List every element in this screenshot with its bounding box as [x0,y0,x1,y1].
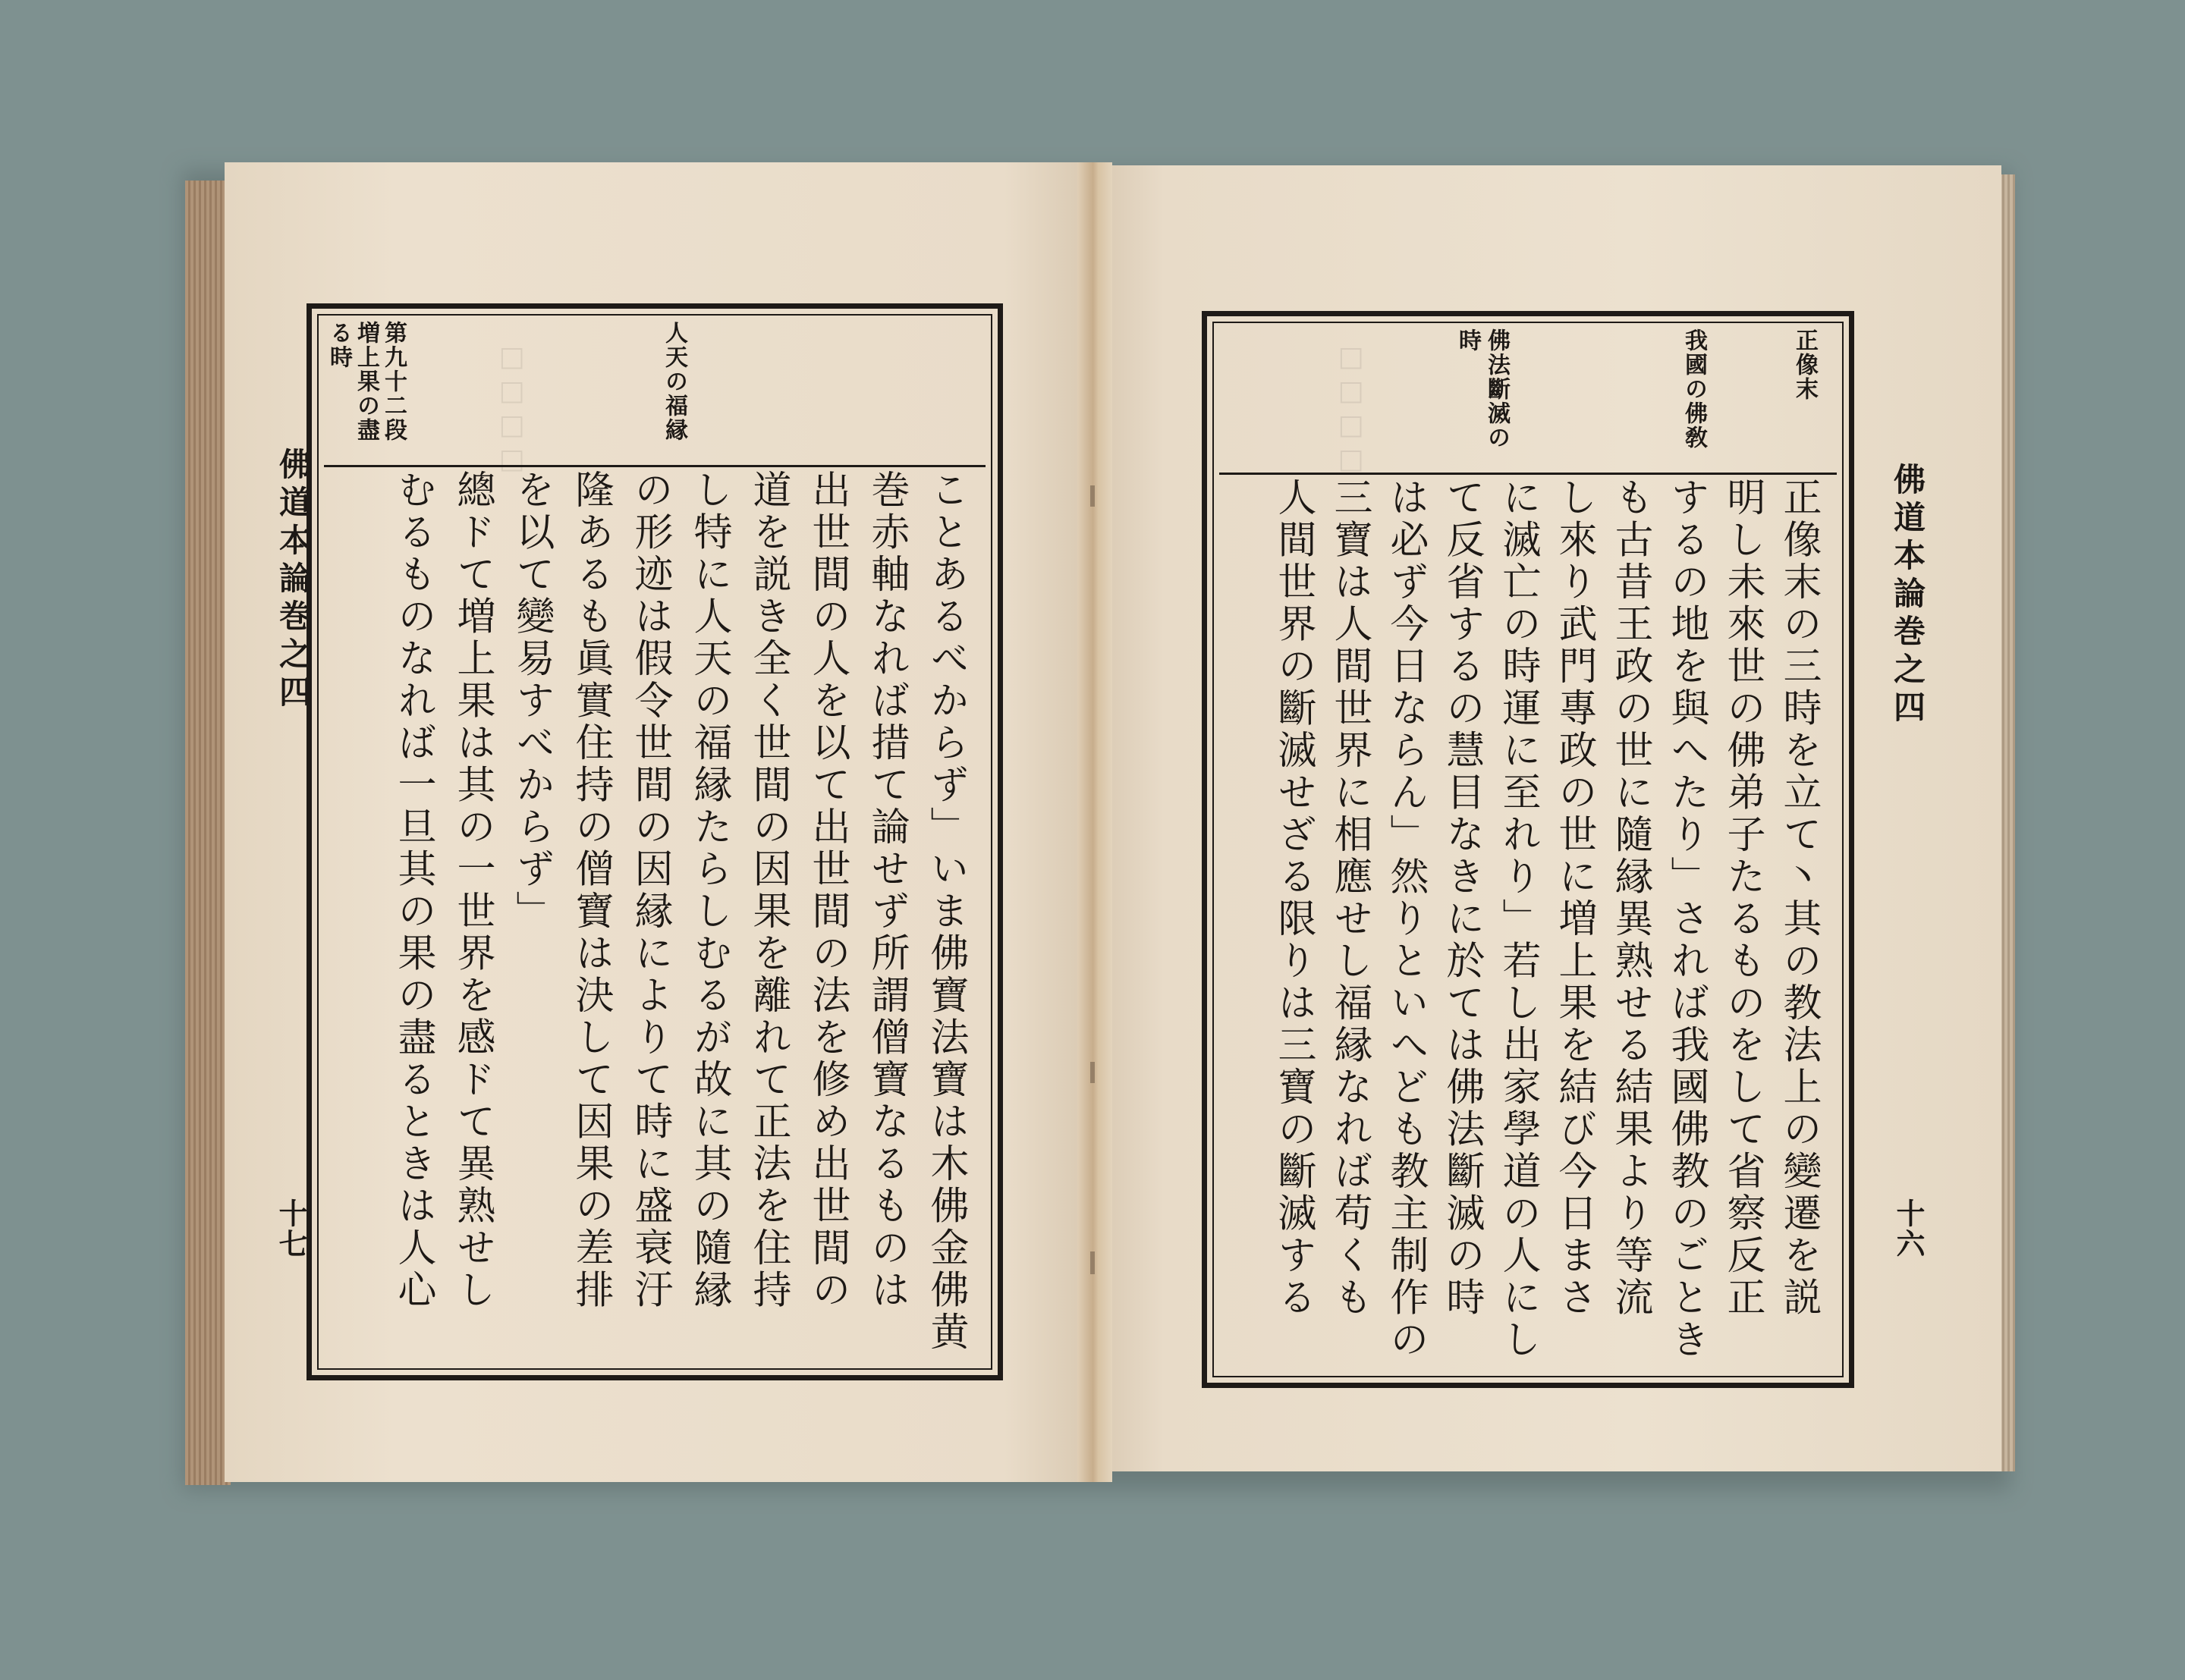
text-column: むるものなれば一旦其の果の盡るときは人心 [391,469,435,1311]
text-column: 三寶は人間世界に相應せし福縁なれば苟くも [1327,477,1372,1319]
left-body-text [324,469,986,1363]
text-column: 正像末の三時を立て丶其の教法上の變遷を説 [1776,477,1821,1319]
headnote-line: る時 [325,321,352,369]
right-running-head: 佛道本論巻之四 [1889,463,1926,728]
text-column: ことあるべからず」いま佛寶法寶は木佛金佛黄 [923,469,968,1354]
headnote-line: 人天の福縁 [661,321,687,442]
text-column: を以て變易すべからず」 [509,469,554,933]
text-column: 人間世界の斷滅せざる限りは三寶の斷滅する [1271,477,1316,1319]
binding-stitch [1090,1251,1095,1274]
right-body-text [1219,477,1837,1371]
right-headnote-row [1219,328,1837,475]
text-column: も古昔王政の世に隨縁異熟せる結果より等流 [1608,477,1652,1319]
left-headnote-row [324,321,986,467]
bleed-through-text: □□□□ [1335,341,1366,478]
left-page-number: 十七 [274,1198,308,1259]
text-column: は必ず今日ならん」然りといへども教主制作の [1383,477,1428,1361]
headnote-line: 増上果の盡 [353,321,379,442]
right-page-number: 十六 [1891,1198,1926,1259]
book-gutter [1077,162,1112,1482]
headnote-line: 時 [1454,328,1481,353]
text-column: 道を説き全く世間の因果を離れて正法を住持 [746,469,791,1311]
text-column: し來り武門專政の世に増上果を結び今日まさ [1552,477,1596,1319]
binding-stitch [1090,1062,1095,1083]
text-column: 出世間の人を以て出世間の法を修め出世間の [805,469,850,1311]
bleed-through-text: □□□□ [496,341,527,478]
text-column: に滅亡の時運に至れり」若し出家學道の人にし [1495,477,1540,1361]
text-column: するの地を與へたり」されば我國佛教のごとき [1664,477,1709,1361]
text-column: 巻赤軸なれば措て論せず所謂僧寶なるものは [864,469,909,1311]
headnote-line: 第九十二段 [380,321,407,442]
left-running-head: 佛道本論巻之四 [275,447,312,713]
text-column: 總ドて増上果は其の一世界を感ドて異熟せし [450,469,495,1311]
text-column: し特に人天の福縁たらしむるが故に其の隨縁 [687,469,731,1311]
text-column: 明し未來世の佛弟子たるものをして省察反正 [1720,477,1765,1319]
text-column: 隆あるも眞實住持の僧寶は決して因果の差排 [568,469,613,1311]
text-column: て反省するの慧目なきに於ては佛法斷滅の時 [1439,477,1484,1319]
text-column: の形迹は假令世間の因縁によりて時に盛衰汙 [627,469,672,1311]
headnote-line: 我國の佛敎 [1680,328,1707,450]
headnote-line: 佛法斷滅の [1483,328,1510,450]
right-text-frame [1202,311,1854,1388]
headnote-line: 正像末 [1791,328,1818,401]
binding-stitch [1090,485,1095,507]
left-text-frame [307,303,1003,1380]
left-page-edges [185,181,231,1485]
